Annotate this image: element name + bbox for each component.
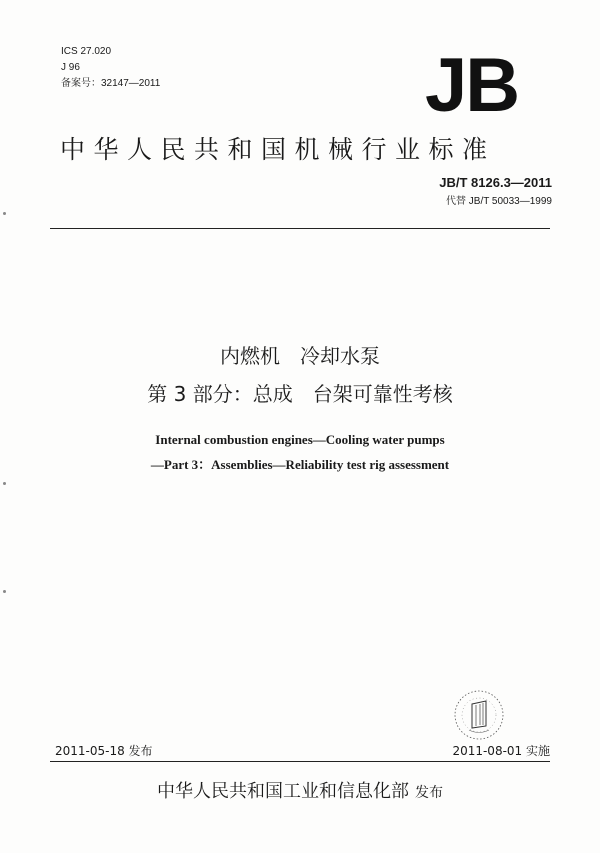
class-code: J 96: [61, 62, 80, 73]
english-title-line-1: Internal combustion engines—Cooling water pumps: [155, 432, 445, 447]
jb-logo: JB: [425, 43, 519, 128]
publisher-suffix: 发布: [415, 785, 443, 801]
scan-mark: [3, 482, 6, 485]
publisher-line: [0, 777, 600, 803]
effective-date: 2011-08-01 实施: [452, 744, 550, 758]
replaces-standard: 代替 JB/T 50033—1999: [446, 196, 552, 207]
chinese-title-line-1: 内燃机 冷却水泵: [220, 344, 380, 368]
publisher-name: 中华人民共和国工业和信息化部: [157, 781, 409, 802]
industry-standard-title: 中华人民共和国机械行业标准: [60, 135, 496, 164]
scan-mark: [3, 212, 6, 215]
top-divider: [50, 228, 550, 229]
bottom-divider: [50, 761, 550, 762]
scan-mark: [3, 590, 6, 593]
standard-number-block: [439, 175, 552, 207]
issue-date: 2011-05-18 发布: [55, 744, 153, 758]
classification-block: [61, 44, 160, 92]
english-title-line-2: —Part 3：Assemblies—Reliability test rig assessment: [150, 457, 450, 472]
filing-number: 备案号：32147—2011: [61, 78, 161, 89]
ics-code: ICS 27.020: [61, 46, 112, 57]
standard-number: JB/T 8126.3—2011: [439, 175, 552, 190]
chinese-title-line-2: 第 3 部分：总成 台架可靠性考核: [147, 382, 453, 406]
publisher-seal-icon: [452, 688, 506, 742]
